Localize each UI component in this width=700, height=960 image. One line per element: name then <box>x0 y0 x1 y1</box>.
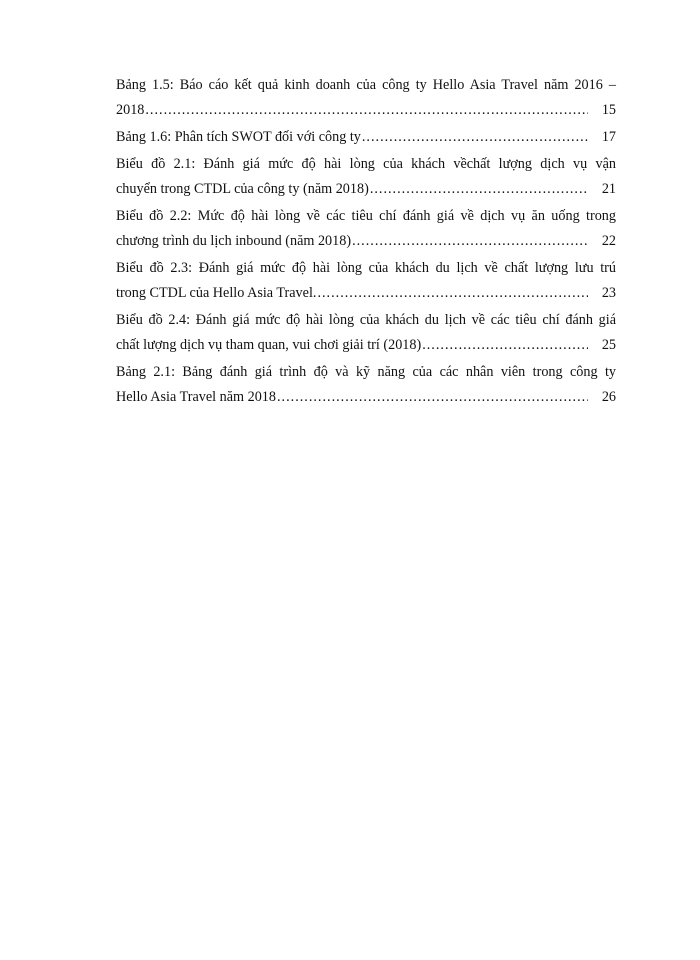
toc-entry-title-line: Biểu đồ 2.4: Đánh giá mức độ hài lòng của khách du lịch về các tiêu chí đánh giá <box>116 312 616 328</box>
toc-page-number: 15 <box>601 102 616 118</box>
dot-leader <box>352 229 588 254</box>
toc-entry-title-line: Biểu đồ 2.3: Đánh giá mức độ hài lòng của khách du lịch về chất lượng lưu trú <box>116 260 616 276</box>
toc-page-number: 26 <box>601 389 616 405</box>
dot-leader <box>277 385 588 410</box>
toc-entry-title-end: chất lượng dịch vụ tham quan, vui chơi giải trí (2018) <box>116 337 422 353</box>
toc-page-number: 22 <box>601 233 616 249</box>
toc-entry[interactable] <box>116 152 616 202</box>
toc-entry-title-end: 2018 <box>116 102 145 118</box>
toc-entry[interactable] <box>116 125 616 150</box>
toc-entry-last-line <box>116 333 616 358</box>
toc-page-number: 17 <box>601 129 616 145</box>
toc-entry-title-end: chương trình du lịch inbound (năm 2018) <box>116 233 352 249</box>
toc-entry[interactable] <box>116 360 616 410</box>
toc-entry-title-line: Biểu đồ 2.2: Mức độ hài lòng về các tiêu chí đánh giá về dịch vụ ăn uống trong <box>116 208 616 224</box>
toc-page-number: 25 <box>601 337 616 353</box>
dot-leader <box>317 281 587 306</box>
toc-page-number: 21 <box>601 181 616 197</box>
toc-entry-last-line <box>116 125 616 150</box>
toc-entry-title-end: Hello Asia Travel năm 2018 <box>116 389 276 405</box>
toc-entry-title-end: chuyển trong CTDL của công ty (năm 2018) <box>116 181 369 197</box>
dot-leader <box>422 333 588 358</box>
toc-page-number: 23 <box>601 285 616 301</box>
toc-entry-last-line <box>116 98 616 123</box>
toc-entry-last-line <box>116 281 616 306</box>
toc-entry-title-end: Bảng 1.6: Phân tích SWOT đối với công ty <box>116 129 361 145</box>
toc-entry-title-end: trong CTDL của Hello Asia Travel. <box>116 285 317 301</box>
toc-entry-title-line: Bảng 2.1: Bảng đánh giá trình độ và kỹ năng của các nhân viên trong công ty <box>116 364 616 380</box>
toc-entry[interactable] <box>116 256 616 306</box>
dot-leader <box>362 125 588 150</box>
toc-entry[interactable] <box>116 204 616 254</box>
toc-entry-last-line <box>116 385 616 410</box>
dot-leader <box>370 177 588 202</box>
toc-entry-last-line <box>116 177 616 202</box>
toc-entry-title-line: Bảng 1.5: Báo cáo kết quả kinh doanh của công ty Hello Asia Travel năm 2016 – <box>116 77 616 93</box>
toc-entry[interactable] <box>116 308 616 358</box>
toc-entry-title-line: Biểu đồ 2.1: Đánh giá mức độ hài lòng của khách vềchất lượng dịch vụ vận <box>116 156 616 172</box>
table-of-figures <box>116 73 616 410</box>
dot-leader <box>145 98 587 123</box>
toc-entry[interactable] <box>116 73 616 123</box>
toc-entry-last-line <box>116 229 616 254</box>
